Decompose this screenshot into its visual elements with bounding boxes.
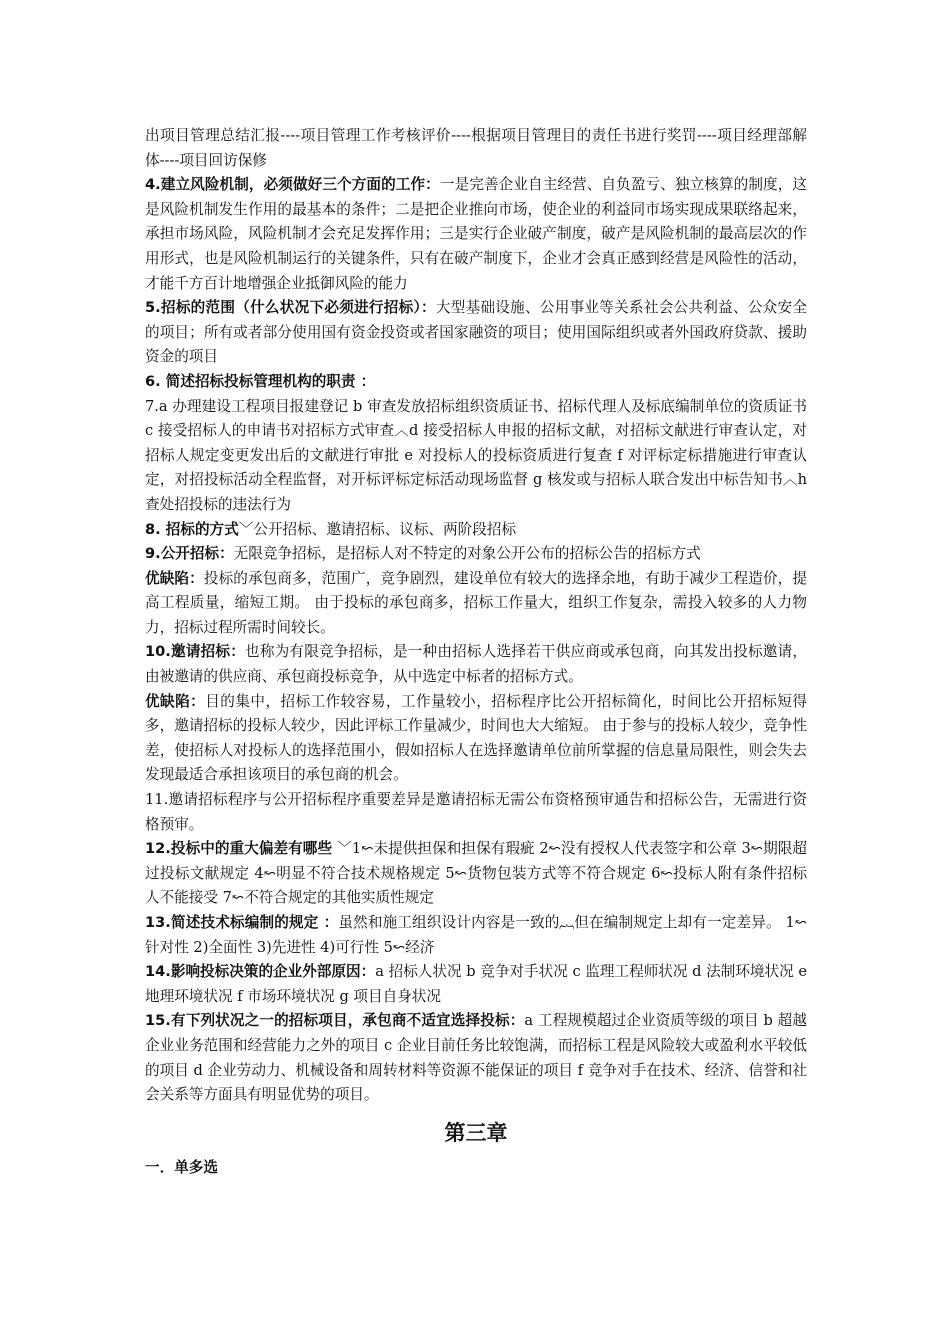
paragraph-text: 11.邀请招标程序与公开招标程序重要差异是邀请招标无需公布资格预审通告和招标公告，无需进行资格预审。 [145,791,807,833]
paragraph-text: 大型基础设施、公用事业等关系社会公共利益、公众安全的项目；所有或者部分使用国有资金投资或者国家融资的项目；使用国际组织或者外国政府贷款、援助资金的项目 [145,299,807,366]
paragraph-heading: 优缺陷： [145,692,206,710]
paragraph [145,518,807,543]
paragraph [145,395,807,518]
paragraph-heading: 优缺陷： [145,569,204,587]
paragraph-heading: 4.建立风险机制，必须做好三个方面的工作： [145,176,440,194]
paragraph-heading: 14.影响投标决策的企业外部原因： [145,963,376,981]
paragraph [145,788,807,837]
section-title: 一．单多选 [145,1158,218,1176]
paragraph-text: 7.a 办理建设工程项目报建登记 b 审查发放招标组织资质证书、招标代理人及标底编制单位的资质证书 c 接受招标人的申请书对招标方式审查︿d 接受招标人申报的招标文献，对招标文献进行审查认定，对招标人规定变更发出后的文献进行审批 e 对投标人的投标资质进行复查 f 对评标定标措施进行审查认定，对招投标活动全程监督，对开标评标定标活动现场监督 g 核发或与招标人联合发出中标告知书︿h 查处招投标的违法行为 [145,397,807,513]
paragraph-heading: 6. 简述招标投标管理机构的职责 ： [145,372,376,390]
paragraph-heading: 15.有下列状况之一的招标项目，承包商不适宜选择投标： [145,1012,525,1030]
paragraph-heading: 10.邀请招标： [145,643,246,661]
paragraph [145,911,807,960]
paragraph [145,173,807,296]
paragraph-text: ﹀1↜未提供担保和担保有瑕疵 2↜没有授权人代表签字和公章 3↜期限超过投标文献规定 4↜明显不符合技术规格规定 5↜货物包装方式等不符合规定 6↜投标人附有条件招标人不能接受 7↜不符合规定的其他实质性规定 [145,840,807,907]
paragraph [145,837,807,911]
document-page [145,124,807,1180]
paragraph [145,542,807,567]
paragraph-text: a 工程规模超过企业资质等级的项目 b 超越企业业务范围和经营能力之外的项目 c 企业目前任务比较饱满，而招标工程是风险较大或盈利水平较低的项目 d 企业劳动力、机械设备和周转材料等资源不能保证的项目 f 竞争对手在技术、经济、信誉和社会关系等方面具有明显优势的项目。 [145,1012,807,1104]
paragraph-heading: 12.投标中的重大偏差有哪些 [145,840,338,858]
paragraph-text: a 招标人状况 b 竞争对手状况 c 监理工程师状况 d 法制环境状况 e 地理环境状况 f 市场环境状况 g 项目自身状况 [145,963,808,1005]
paragraph-text: 虽然和施工组织设计内容是一致的︷但在编制规定上却有一定差异。 1↜ 针对性 2)全面性 3)先进性 4)可行性 5↜经济 [145,914,807,956]
paragraph [145,124,807,173]
paragraph [145,296,807,370]
document-body [145,124,807,1108]
paragraph [145,1009,807,1107]
paragraph-heading: 13.简述技术标编制的规定 ： [145,914,339,931]
paragraph [145,960,807,1009]
paragraph-text: 也称为有限竞争招标，是一种由招标人选择若干供应商或承包商，向其发出投标邀请，由被邀请的供应商、承包商投标竞争，从中选定中标者的招标方式。 [145,643,807,686]
paragraph-heading: 9.公开招标： [145,545,234,563]
paragraph [145,640,807,689]
paragraph-heading: 5.招标的范围（什么状况下必须进行招标）： [145,299,436,317]
paragraph-heading: 8. 招标的方式 [145,520,239,538]
paragraph-text: 无限竞争招标，是招标人对不特定的对象公开公布的招标公告的招标方式 [233,545,701,563]
chapter-title: 第三章 [444,1119,508,1145]
paragraph-text: 出项目管理总结汇报----项目管理工作考核评价----根据项目管理目的责任书进行奖罚----项目经理部解体----项目回访保修 [145,127,807,169]
paragraph-text: 投标的承包商多，范围广，竞争剧烈，建设单位有较大的选择余地，有助于减少工程造价，提高工程质量，缩短工期。 由于投标的承包商多，招标工作量大，组织工作复杂，需投入较多的人力物力，招标过程所需时间较长。 [145,569,807,636]
paragraph [145,370,807,395]
paragraph-text: 一是完善企业自主经营、自负盈亏、独立核算的制度，这是风险机制发生作用的最基本的条件；二是把企业推向市场，使企业的利益同市场实现成果联络起来，承担市场风险，风险机制才会充足发挥作用；三是实行企业破产制度，破产是风险机制的最高层次的作用形式，也是风险机制运行的关键条件，只有在破产制度下，企业才会真正感到经营是风险性的活动，才能千方百计地增强企业抵御风险的能力 [145,176,807,292]
paragraph [145,690,807,788]
paragraph [145,567,807,641]
paragraph-text: ﹀公开招标、邀请招标、议标、两阶段招标 [238,520,517,538]
paragraph-text: 目的集中，招标工作较容易，工作量较小，招标程序比公开招标简化，时间比公开招标短得多，邀请招标的投标人较少，因此评标工作量减少，时间也大大缩短。 由于参与的投标人较少，竞争性差，使招标人对投标人的选择范围小，假如招标人在选择邀请单位前所掌握的信息量局限性，则会失去发现最适合承担该项目的承包商的机会。 [145,692,807,784]
